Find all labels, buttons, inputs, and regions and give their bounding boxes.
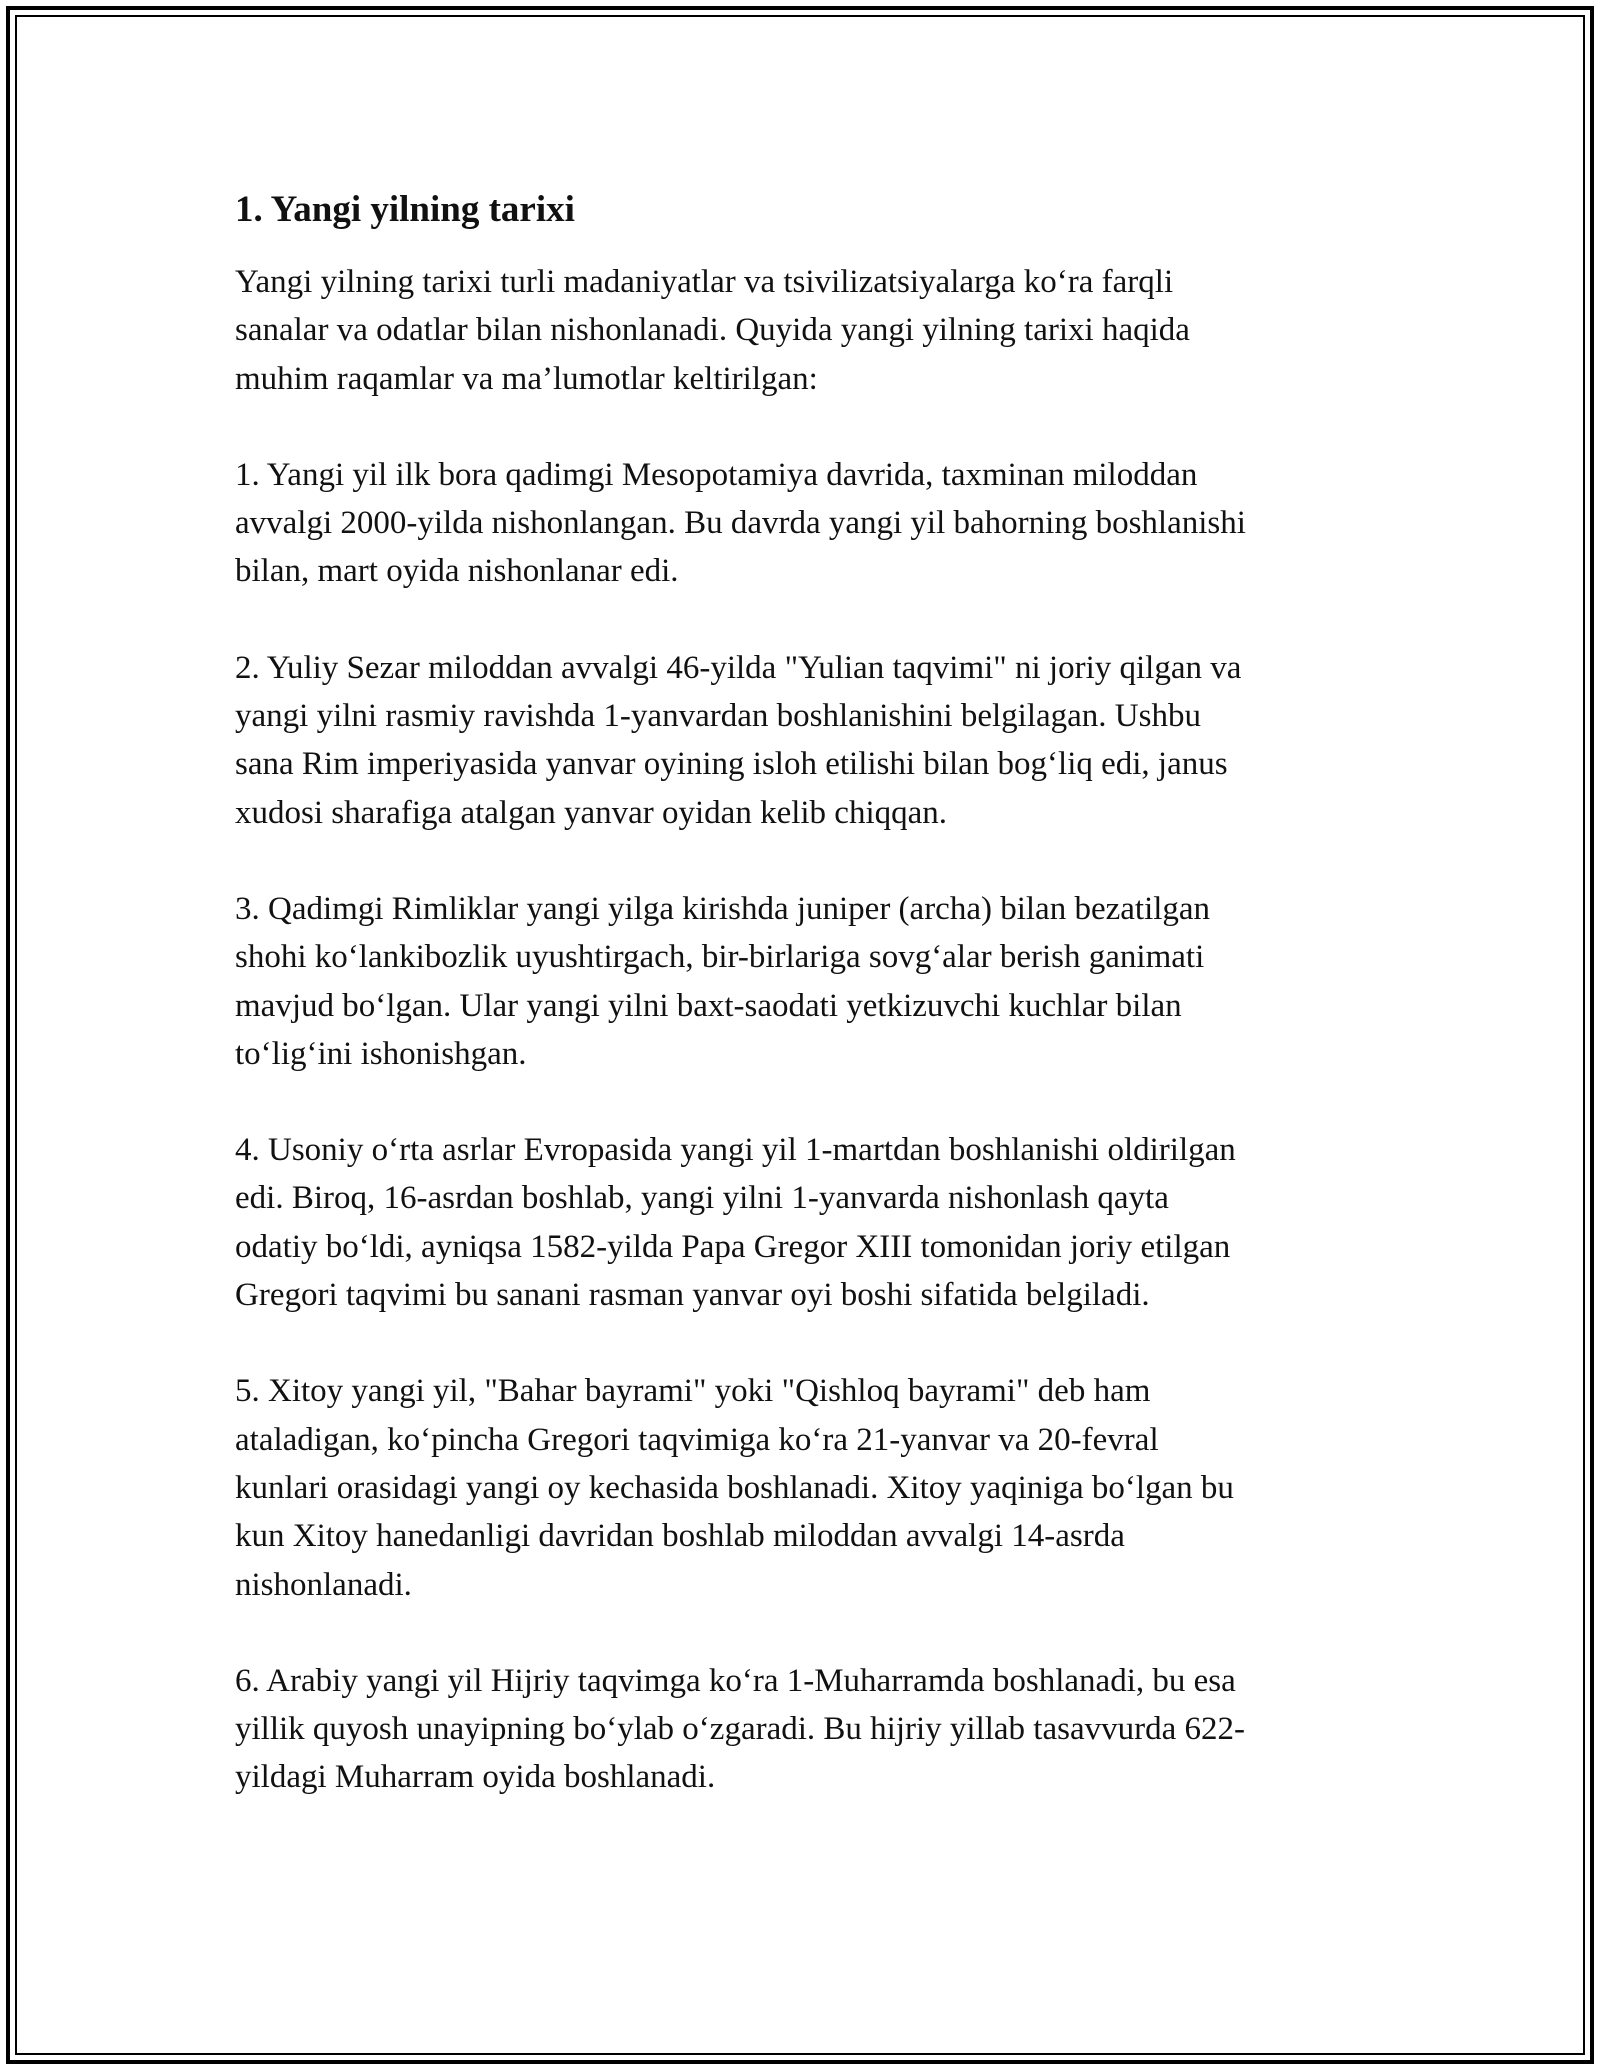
list-item-6-paragraph: 6. Arabiy yangi yil Hijriy taqvimga ko‘ra 1-Muharramda boshlanadi, bu esa yillik quyosh unayipning bo‘ylab o‘zgaradi. Bu hijriy yillab tasavvurda 622- yildagi Muharram oyida boshlanadi. <box>235 1662 1245 1796</box>
intro-paragraph: Yangi yilning tarixi turli madaniyatlar va tsivilizatsiyalarga ko‘ra farqli sanalar va odatlar bilan nishonlanadi. Quyida yangi yilning tarixi haqida muhim raqamlar va ma’lumotlar keltirilgan: <box>235 264 1190 397</box>
list-item-3-paragraph: 3. Qadimgi Rimliklar yangi yilga kirishda juniper (archa) bilan bezatilgan shohi ko‘lankibozlik uyushtirgach, bir-birlariga sovg‘alar berish ganimati mavjud bo‘lgan. Ular yangi yilni baxt-saodati yetkizuvchi kuchlar bilan to‘lig‘ini ishonishgan. <box>235 890 1211 1072</box>
list-item-4-paragraph: 4. Usoniy o‘rta asrlar Evropasida yangi yil 1-martdan boshlanishi oldirilgan edi. Biroq, 16-asrdan boshlab, yangi yilni 1-yanvarda nishonlash qayta odatiy bo‘ldi, ayniqsa 1582-yilda Papa Gregor XIII tomonidan joriy etilgan Gregori taqvimi bu sanani rasman yanvar oyi boshi sifatida belgiladi. <box>235 1132 1236 1314</box>
document-body <box>235 188 1375 1850</box>
list-item-2-paragraph: 2. Yuliy Sezar miloddan avvalgi 46-yilda "Yulian taqvimi" ni joriy qilgan va yangi yilni rasmiy ravishda 1-yanvardan boshlanishini belgilagan. Ushbu sana Rim imperiyasida yanvar oyining isloh etilishi bilan bog‘liq edi, janus xudosi sharafiga atalgan yanvar oyidan kelib chiqqan. <box>235 649 1242 831</box>
list-item-5-paragraph: 5. Xitoy yangi yil, "Bahar bayrami" yoki "Qishloq bayrami" deb ham ataladigan, ko‘pincha Gregori taqvimiga ko‘ra 21-yanvar va 20-fevral kunlari orasidagi yangi oy kechasida boshlanadi. Xitoy yaqiniga bo‘lgan bu kun Xitoy hanedanligi davridan boshlab miloddan avvalgi 14-asrda nishonlanadi. <box>235 1373 1234 1603</box>
document-title: 1. Yangi yilning tarixi <box>235 189 575 230</box>
list-item-1-paragraph: 1. Yangi yil ilk bora qadimgi Mesopotamiya davrida, taxminan miloddan avvalgi 2000-yilda nishonlangan. Bu davrda yangi yil bahorning boshlanishi bilan, mart oyida nishonlanar edi. <box>235 456 1246 590</box>
